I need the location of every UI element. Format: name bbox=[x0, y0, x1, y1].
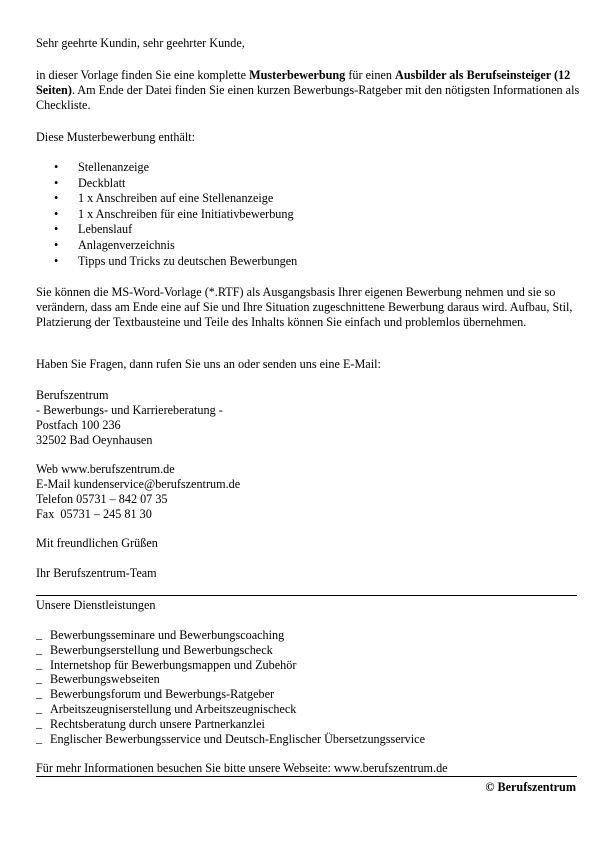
intro-bold-job-title: Ausbilder als Berufseinsteiger (12 Seiten) bbox=[36, 68, 571, 97]
bullet-icon: • bbox=[54, 191, 59, 206]
list-item bbox=[36, 717, 580, 732]
list-item-label: Bewerbungserstellung und Bewerbungscheck bbox=[50, 642, 273, 657]
list-item-label: Bewerbungswebseiten bbox=[50, 672, 160, 687]
dash-icon: _ bbox=[36, 715, 43, 730]
bullet-icon: • bbox=[54, 237, 59, 252]
list-item bbox=[54, 191, 554, 207]
email-link[interactable]: kundenservice@berufszentrum.de bbox=[73, 477, 241, 491]
list-item-label: 1 x Anschreiben auf eine Stellenanzeige bbox=[78, 191, 274, 206]
address-block bbox=[36, 388, 580, 448]
dash-icon: _ bbox=[36, 641, 43, 656]
closing: Mit freundlichen Grüßen bbox=[36, 536, 158, 550]
list-item bbox=[36, 672, 580, 687]
contact-web bbox=[36, 462, 580, 477]
contact-fax bbox=[36, 507, 580, 522]
usage-paragraph: Sie können die MS-Word-Vorlage (*.RTF) als Ausgangsbasis Ihrer eigenen Bewerbung nehmen und sie so verändern, dass am Ende eine auf Sie und Ihre Situation zugeschnittene Bewerbung daraus wird. Aufbau, Stil, Platzierung der Textbausteine und Teile des Inhalts können Sie einfach und problemlos übernehmen. bbox=[36, 285, 573, 329]
contents-heading: Diese Musterbewerbung enthält: bbox=[36, 130, 196, 144]
bullet-icon: • bbox=[54, 253, 59, 268]
list-item bbox=[54, 160, 554, 176]
list-item-label: 1 x Anschreiben für eine Initiativbewerbung bbox=[78, 206, 294, 221]
signature: Ihr Berufszentrum-Team bbox=[36, 566, 157, 580]
address-postbox: Postfach 100 236 bbox=[36, 418, 121, 432]
list-item bbox=[54, 176, 554, 192]
bullet-icon: • bbox=[54, 206, 59, 221]
list-item-label: Arbeitszeugniserstellung und Arbeitszeugnischeck bbox=[50, 701, 297, 716]
questions-paragraph: Haben Sie Fragen, dann rufen Sie uns an oder senden uns eine E-Mail: bbox=[36, 357, 381, 371]
footer-divider bbox=[36, 776, 577, 777]
web-label: Web bbox=[36, 462, 59, 476]
list-item-label: Bewerbungsforum und Bewerbungs-Ratgeber bbox=[50, 687, 275, 702]
services-top-divider bbox=[36, 595, 577, 596]
list-item-label: Stellenanzeige bbox=[78, 160, 150, 174]
list-item bbox=[36, 643, 580, 658]
contact-block bbox=[36, 462, 580, 522]
intro-text-2: für einen bbox=[345, 68, 396, 82]
list-item bbox=[54, 238, 554, 254]
list-item-label: Bewerbungsseminare und Bewerbungscoaching bbox=[50, 628, 285, 642]
dash-icon: _ bbox=[36, 656, 43, 671]
services-heading: Unsere Dienstleistungen bbox=[36, 598, 156, 612]
email-label: E-Mail bbox=[36, 477, 71, 491]
list-item bbox=[36, 732, 580, 747]
intro-text-3: . Am Ende der Datei finden Sie einen kurzen Bewerbungs-Ratgeber mit den nötigsten Informationen als Checkliste. bbox=[36, 83, 580, 112]
copyright-notice: © Berufszentrum bbox=[485, 780, 576, 794]
phone-number: 05731 – 842 07 35 bbox=[76, 492, 168, 506]
salutation: Sehr geehrte Kundin, sehr geehrter Kunde, bbox=[36, 36, 245, 50]
list-item bbox=[36, 658, 580, 673]
address-company: Berufszentrum bbox=[36, 388, 109, 402]
bullet-icon: • bbox=[54, 175, 59, 190]
dash-icon: _ bbox=[36, 627, 43, 641]
list-item-label: Internetshop für Bewerbungsmappen und Zubehör bbox=[50, 657, 297, 672]
list-item-label: Englischer Bewerbungsservice und Deutsch-Englischer Übersetzungsservice bbox=[50, 731, 425, 746]
web-link[interactable]: www.berufszentrum.de bbox=[61, 462, 175, 476]
list-item-label: Lebenslauf bbox=[78, 222, 133, 237]
more-info-text: Für mehr Informationen besuchen Sie bitte unsere Webseite: www.berufszentrum.de bbox=[36, 761, 448, 775]
bullet-icon: • bbox=[54, 222, 59, 237]
address-department: - Bewerbungs- und Karriereberatung - bbox=[36, 403, 223, 417]
dash-icon: _ bbox=[36, 700, 43, 715]
bullet-icon: • bbox=[54, 160, 59, 174]
intro-paragraph bbox=[36, 68, 580, 113]
list-item bbox=[54, 207, 554, 223]
intro-bold-musterbewerbung: Musterbewerbung bbox=[249, 68, 346, 82]
list-item-label: Rechtsberatung durch unsere Partnerkanzlei bbox=[50, 716, 265, 731]
dash-icon: _ bbox=[36, 730, 43, 745]
fax-number: 05731 – 245 81 30 bbox=[60, 507, 152, 521]
list-item bbox=[36, 702, 580, 717]
address-city: 32502 Bad Oeynhausen bbox=[36, 433, 153, 447]
phone-label: Telefon bbox=[36, 492, 74, 506]
contact-email bbox=[36, 477, 580, 492]
contact-phone bbox=[36, 492, 580, 507]
services-list bbox=[36, 628, 580, 746]
list-item-label: Tipps und Tricks zu deutschen Bewerbungen bbox=[78, 253, 298, 268]
intro-text-1: in dieser Vorlage finden Sie eine komplette bbox=[36, 68, 250, 82]
list-item bbox=[54, 222, 554, 238]
contents-list bbox=[54, 160, 554, 269]
dash-icon: _ bbox=[36, 686, 43, 701]
fax-label: Fax bbox=[36, 507, 55, 521]
list-item-label: Anlagenverzeichnis bbox=[78, 237, 175, 252]
list-item bbox=[36, 628, 580, 643]
list-item-label: Deckblatt bbox=[78, 175, 126, 190]
list-item bbox=[54, 254, 554, 270]
list-item bbox=[36, 687, 580, 702]
dash-icon: _ bbox=[36, 671, 43, 686]
